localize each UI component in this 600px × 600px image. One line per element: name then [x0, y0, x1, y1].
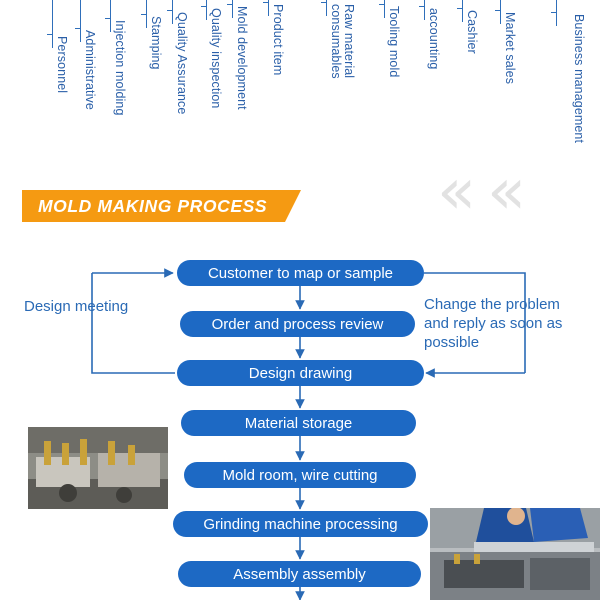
flow-node: Assembly assembly — [178, 561, 421, 587]
org-chart-label: Mold development — [235, 6, 249, 110]
org-chart-label: Stamping — [149, 16, 163, 70]
org-chart-tick — [551, 12, 557, 13]
org-chart-tick — [419, 6, 425, 7]
org-chart-label: Injection molding — [113, 20, 127, 116]
org-chart-label: Market sales — [503, 12, 517, 85]
org-chart-column — [146, 0, 172, 150]
org-chart-connector — [384, 0, 385, 18]
org-chart-label: Quality Assurance — [175, 12, 189, 115]
org-chart-connector — [52, 0, 53, 48]
org-chart-column — [80, 0, 106, 150]
worker-assembly-photo — [430, 508, 600, 600]
flow-node: Material storage — [181, 410, 416, 436]
flow-node: Order and process review — [180, 311, 415, 337]
design-meeting-label: Design meeting — [24, 298, 129, 315]
org-chart-label: Quality inspection — [209, 8, 223, 109]
org-chart-column — [172, 0, 198, 150]
org-chart-connector — [110, 0, 111, 32]
org-chart-label: Personnel — [55, 36, 69, 94]
org-chart-connector — [556, 0, 557, 26]
org-chart-column — [232, 0, 258, 150]
org-chart-connector — [462, 0, 463, 22]
org-chart-tick — [495, 10, 501, 11]
org-chart-connector — [424, 0, 425, 20]
org-chart-label: Raw material consumables — [329, 4, 356, 79]
change-problem-label: Change the problem and reply as soon as possible — [424, 296, 563, 351]
org-chart-connector — [232, 0, 233, 18]
org-chart-column — [556, 0, 586, 150]
org-chart-label: Administrative — [83, 30, 97, 110]
org-chart-label: accounting — [427, 8, 441, 70]
org-chart-tick — [75, 28, 81, 29]
org-chart-tick — [457, 8, 463, 9]
chevron-left-icon: « — [487, 155, 527, 229]
org-chart-tick — [201, 6, 207, 7]
flow-node: Customer to map or sample — [177, 260, 424, 286]
org-chart-fragment — [0, 0, 600, 160]
org-chart-tick — [167, 10, 173, 11]
flow-node: Mold room, wire cutting — [184, 462, 416, 488]
org-chart-tick — [47, 34, 53, 35]
chevron-left-icon: « — [437, 155, 477, 229]
org-chart-tick — [321, 2, 327, 3]
mold-base-photo — [28, 427, 168, 509]
org-chart-label: Product item — [271, 4, 285, 76]
org-chart-column — [206, 0, 232, 150]
org-chart-label: Tooling mold — [387, 6, 401, 78]
org-chart-column — [268, 0, 294, 150]
org-chart-tick — [141, 14, 147, 15]
org-chart-label: Business management — [572, 14, 586, 144]
org-chart-column — [326, 0, 356, 150]
org-chart-column — [384, 0, 410, 150]
org-chart-column — [462, 0, 488, 150]
org-chart-connector — [206, 0, 207, 20]
org-chart-connector — [172, 0, 173, 24]
org-chart-column — [424, 0, 450, 150]
org-chart-tick — [105, 18, 111, 19]
section-title-text: MOLD MAKING PROCESS — [38, 195, 268, 216]
org-chart-connector — [80, 0, 81, 42]
section-title-banner — [22, 190, 285, 222]
org-chart-tick — [379, 4, 385, 5]
org-chart-tick — [227, 4, 233, 5]
org-chart-column — [110, 0, 136, 150]
org-chart-column — [500, 0, 526, 150]
org-chart-connector — [500, 0, 501, 24]
org-chart-label: Cashier — [465, 10, 479, 54]
org-chart-column — [52, 0, 78, 150]
flow-node: Design drawing — [177, 360, 424, 386]
flow-node: Grinding machine processing — [173, 511, 428, 537]
org-chart-tick — [263, 2, 269, 3]
